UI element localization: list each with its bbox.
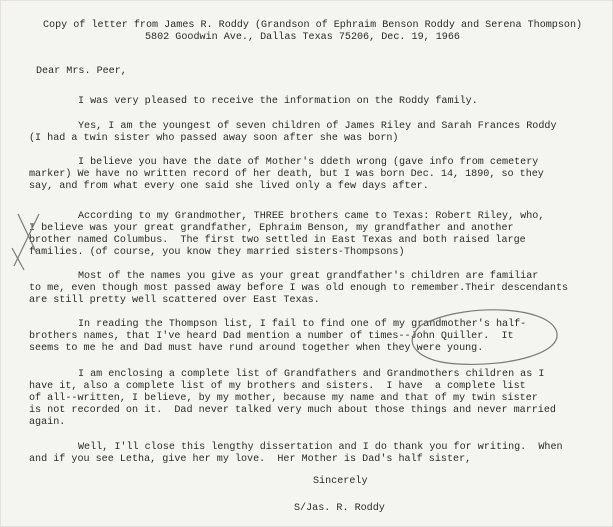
paragraph-4-line-4: families. (of course, you know they married sisters-Thompsons) — [29, 247, 405, 258]
paragraph-6-line-1: In reading the Thompson list, I fail to find one of my grandmother's half- — [78, 319, 527, 330]
closing: Sincerely — [313, 476, 368, 487]
paragraph-7-line-5: again. — [29, 417, 66, 428]
paragraph-3-line-3: say, and from what every one said she lived only a few days after. — [29, 181, 429, 192]
paragraph-4-line-2: I believe was your great grandfather, Ephraim Benson, my grandfather and another — [29, 223, 514, 234]
paragraph-5-line-1: Most of the names you give as your great grandfather's children are familiar — [78, 271, 539, 282]
header-line-2: 5802 Goodwin Ave., Dallas Texas 75206, Dec. 19, 1966 — [145, 32, 460, 43]
paragraph-7-line-2: have it, also a complete list of my brothers and sisters. I have a complete list — [29, 381, 526, 392]
paragraph-8-line-1: Well, I'll close this lengthy dissertation and I do thank you for writing. When — [78, 442, 563, 453]
salutation: Dear Mrs. Peer, — [36, 66, 127, 77]
header-line-1: Copy of letter from James R. Roddy (Grandson of Ephraim Benson Roddy and Serena Thompson) — [43, 20, 583, 31]
signature: S/Jas. R. Roddy — [294, 503, 385, 514]
paragraph-2-line-1: Yes, I am the youngest of seven children of James Riley and Sarah Frances Roddy — [78, 121, 557, 132]
paragraph-5-line-3: are still pretty well scattered over East Texas. — [29, 295, 320, 306]
paragraph-4-line-1: According to my Grandmother, THREE brothers came to Texas: Robert Riley, who, — [78, 211, 545, 222]
paragraph-6-line-2: brothers names, that I've heard Dad mention a number of times--John Quiller. It — [29, 331, 514, 342]
paragraph-3-line-2: marker) We have no written record of her death, but I was born Dec. 14, 1890, so they — [29, 169, 544, 180]
paragraph-7-line-3: of all--written, I believe, by my mother, because my name and that of my twin sister — [29, 393, 538, 404]
paragraph-1-line-1: I was very pleased to receive the information on the Roddy family. — [78, 96, 478, 107]
paragraph-4-line-3: brother named Columbus. The first two settled in East Texas and both raised large — [29, 235, 526, 246]
paragraph-7-line-4: is not recorded on it. Dad never talked very much about those things and never married — [29, 405, 556, 416]
paragraph-7-line-1: I am enclosing a complete list of Grandfathers and Grandmothers children as I — [78, 369, 545, 380]
paragraph-2-line-2: (I had a twin sister who passed away soon after she was born) — [29, 133, 399, 144]
paragraph-8-line-2: and if you see Letha, give her my love. Her Mother is Dad's half sister, — [29, 454, 472, 465]
paragraph-3-line-1: I believe you have the date of Mother's ddeth wrong (gave info from cemetery — [78, 157, 539, 168]
paragraph-5-line-2: to me, even though most passed away before I was old enough to remember.Their descendants — [29, 283, 569, 294]
paragraph-6-line-3: seems to me he and Dad must have rund around together when they were young. — [29, 343, 484, 354]
